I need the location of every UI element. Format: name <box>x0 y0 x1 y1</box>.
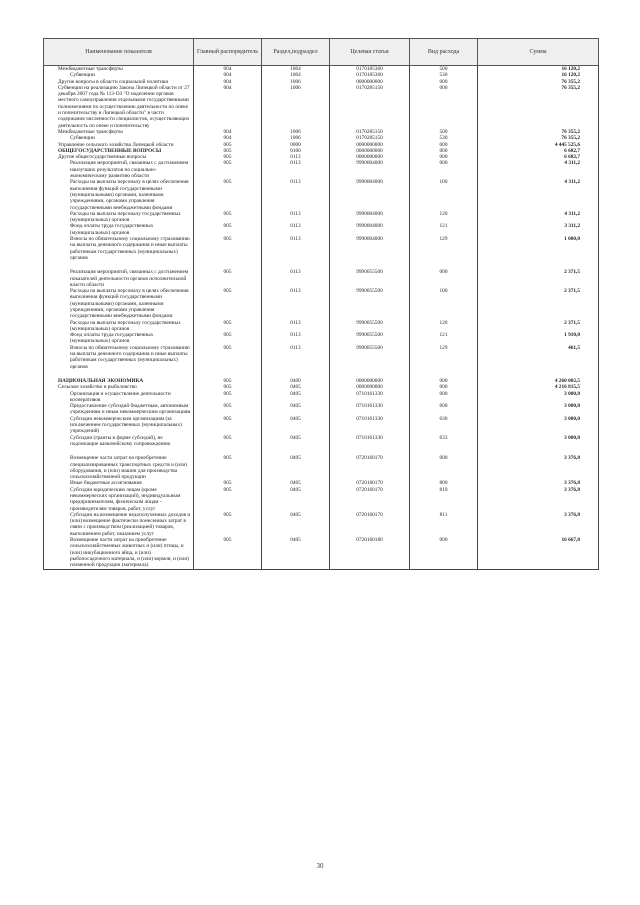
row-article: 0710161330 <box>330 391 410 404</box>
spacer-cell <box>194 370 262 378</box>
row-article: 0720160170 <box>330 512 410 537</box>
row-section: 0000 <box>262 142 330 148</box>
spacer-cell <box>262 261 330 269</box>
row-admin: 005 <box>194 512 262 537</box>
row-article: 0000000000 <box>330 154 410 160</box>
row-article: 0170285150 <box>330 135 410 141</box>
row-section: 0113 <box>262 154 330 160</box>
row-section: 0113 <box>262 269 330 288</box>
row-article: 9990004000 <box>330 211 410 224</box>
table-header <box>44 39 599 66</box>
row-section: 0113 <box>262 332 330 345</box>
row-expense-type: 120 <box>410 211 478 224</box>
row-expense-type: 800 <box>410 480 478 486</box>
row-amount: 4 311,2 <box>478 211 599 224</box>
spacer-cell <box>330 370 410 378</box>
row-name: Предоставление субсидий бюджетным, автономным учреждениям и иным некоммерческим организациям <box>44 403 194 416</box>
row-expense-type: 000 <box>410 391 478 404</box>
row-name: Субвенции <box>44 72 194 78</box>
row-name: Сельское хозяйство и рыболовство <box>44 384 194 390</box>
row-article: 9990004000 <box>330 160 410 179</box>
table-row <box>44 320 599 333</box>
row-expense-type: 129 <box>410 236 478 261</box>
row-section: 0405 <box>262 455 330 480</box>
row-amount: 76 355,2 <box>478 135 599 141</box>
row-amount: 3 311,2 <box>478 223 599 236</box>
row-name: Иные бюджетные ассигнования <box>44 480 194 486</box>
row-article: 0000000000 <box>330 79 410 85</box>
row-admin: 005 <box>194 455 262 480</box>
spacer-cell <box>330 447 410 455</box>
row-amount: 6 682,7 <box>478 148 599 154</box>
table-row <box>44 223 599 236</box>
row-expense-type: 500 <box>410 129 478 135</box>
row-amount: 4 445 525,6 <box>478 142 599 148</box>
row-article: 0710161330 <box>330 435 410 448</box>
spacer-cell <box>478 370 599 378</box>
row-amount: 2 371,5 <box>478 288 599 319</box>
table-row <box>44 487 599 512</box>
table-row <box>44 236 599 261</box>
row-amount: 3 000,0 <box>478 391 599 404</box>
row-section: 0405 <box>262 537 330 569</box>
table-row <box>44 288 599 319</box>
row-amount: 4 311,2 <box>478 179 599 210</box>
row-section: 0405 <box>262 391 330 404</box>
row-amount: 76 355,2 <box>478 129 599 135</box>
row-name: Управление сельского хозяйства Липецкой области <box>44 142 194 148</box>
table-row <box>44 537 599 569</box>
row-article: 0000000000 <box>330 142 410 148</box>
row-section: 1006 <box>262 85 330 129</box>
row-section: 0405 <box>262 480 330 486</box>
table-row <box>44 66 599 73</box>
row-admin: 004 <box>194 66 262 73</box>
row-admin: 005 <box>194 211 262 224</box>
row-article: 0170285150 <box>330 85 410 129</box>
row-name: Субсидии некоммерческим организациям (за исключением государственных (муниципальных) учреждений) <box>44 416 194 435</box>
header-amount: Сумма <box>478 39 599 66</box>
row-expense-type: 000 <box>410 537 478 569</box>
row-section: 0405 <box>262 487 330 512</box>
row-expense-type: 633 <box>410 435 478 448</box>
row-admin: 005 <box>194 223 262 236</box>
row-name: Субсидии на возмещение недополученных доходов и (или) возмещение фактически понесенных затрат в связи с производством (реализацией) товаров, выполнением работ, оказанием услуг <box>44 512 194 537</box>
spacer-cell <box>262 370 330 378</box>
row-section: 1006 <box>262 135 330 141</box>
row-expense-type: 500 <box>410 66 478 73</box>
row-expense-type: 100 <box>410 288 478 319</box>
row-article: 0170185360 <box>330 72 410 78</box>
spacer-cell <box>44 370 194 378</box>
header-section: Раздел,подраздел <box>262 39 330 66</box>
row-expense-type: 000 <box>410 154 478 160</box>
row-section: 0113 <box>262 236 330 261</box>
row-amount: 16 120,2 <box>478 66 599 73</box>
row-name: Субсидии юридическим лицам (кроме некоммерческих организаций), индивидуальным предпринимателям, физическим лицам - производителям товаров, работ, услуг <box>44 487 194 512</box>
row-amount: 3 376,8 <box>478 512 599 537</box>
budget-table-page <box>43 38 598 570</box>
row-admin: 005 <box>194 345 262 370</box>
row-amount: 2 371,5 <box>478 320 599 333</box>
table-row <box>44 211 599 224</box>
row-admin: 005 <box>194 416 262 435</box>
page-number: 30 <box>316 862 324 870</box>
row-expense-type: 000 <box>410 79 478 85</box>
row-admin: 005 <box>194 320 262 333</box>
row-article: 0170285150 <box>330 129 410 135</box>
row-expense-type: 120 <box>410 320 478 333</box>
row-article: 0720160180 <box>330 537 410 569</box>
row-admin: 005 <box>194 160 262 179</box>
row-expense-type: 000 <box>410 455 478 480</box>
header-article: Целевая статья <box>330 39 410 66</box>
row-expense-type: 000 <box>410 384 478 390</box>
row-article: 9990004000 <box>330 179 410 210</box>
row-admin: 005 <box>194 269 262 288</box>
row-article: 0170185360 <box>330 66 410 73</box>
row-name: ОБЩЕГОСУДАРСТВЕННЫЕ ВОПРОСЫ <box>44 148 194 154</box>
row-amount: 461,5 <box>478 345 599 370</box>
row-admin: 005 <box>194 154 262 160</box>
row-admin: 005 <box>194 487 262 512</box>
row-amount: 76 355,2 <box>478 85 599 129</box>
row-expense-type: 000 <box>410 269 478 288</box>
row-section: 1006 <box>262 129 330 135</box>
spacer-cell <box>44 261 194 269</box>
row-name: Организация и осуществление деятельности кооперативов <box>44 391 194 404</box>
row-amount: 4 311,2 <box>478 160 599 179</box>
spacer-cell <box>410 447 478 455</box>
row-amount: 2 371,5 <box>478 269 599 288</box>
row-section: 0113 <box>262 223 330 236</box>
row-name: Возмещение части затрат на приобретение сельскохозяйственных животных и (или) птицы, и (или) инкубационного яйца, и (или) рыбопосадочного материала, и (или) кормов, и (или) племенной продукции (материала) <box>44 537 194 569</box>
row-name: Межбюджетные трансферты <box>44 129 194 135</box>
row-admin: 004 <box>194 129 262 135</box>
row-article: 9990055500 <box>330 332 410 345</box>
row-section: 0405 <box>262 384 330 390</box>
row-name: НАЦИОНАЛЬНАЯ ЭКОНОМИКА <box>44 378 194 384</box>
row-article: 0710161330 <box>330 403 410 416</box>
table-row <box>44 512 599 537</box>
row-admin: 005 <box>194 142 262 148</box>
spacer-row <box>44 261 599 269</box>
row-name: Другие вопросы в области социальной политики <box>44 79 194 85</box>
row-section: 0405 <box>262 512 330 537</box>
row-name: Взносы по обязательному социальному страхованию на выплаты денежного содержания и иные выплаты работникам государственных (муниципальных) органов <box>44 236 194 261</box>
row-name: Расходы на выплаты персоналу государственных (муниципальных) органов <box>44 320 194 333</box>
row-expense-type: 530 <box>410 135 478 141</box>
row-amount: 3 000,0 <box>478 416 599 435</box>
row-section: 0113 <box>262 160 330 179</box>
table-row <box>44 332 599 345</box>
header-admin: Главный распорядитель <box>194 39 262 66</box>
row-expense-type: 000 <box>410 142 478 148</box>
budget-table <box>43 38 599 570</box>
row-amount: 6 682,7 <box>478 154 599 160</box>
row-admin: 005 <box>194 435 262 448</box>
row-admin: 005 <box>194 378 262 384</box>
row-admin: 005 <box>194 384 262 390</box>
row-section: 1006 <box>262 79 330 85</box>
row-admin: 005 <box>194 288 262 319</box>
row-article: 0000000000 <box>330 384 410 390</box>
row-section: 0405 <box>262 416 330 435</box>
row-article: 9990055500 <box>330 345 410 370</box>
row-expense-type: 000 <box>410 148 478 154</box>
table-row <box>44 269 599 288</box>
row-article: 9990004000 <box>330 236 410 261</box>
row-admin: 005 <box>194 537 262 569</box>
row-name: Возмещение части затрат на приобретение специализированных транспортных средств и (или) оборудования, и (или) машин для производства сельскохозяйственной продукции <box>44 455 194 480</box>
row-amount: 16 667,8 <box>478 537 599 569</box>
row-article: 9990004000 <box>330 223 410 236</box>
row-admin: 004 <box>194 79 262 85</box>
row-amount: 16 120,2 <box>478 72 599 78</box>
row-amount: 3 376,8 <box>478 455 599 480</box>
spacer-cell <box>330 261 410 269</box>
row-admin: 005 <box>194 148 262 154</box>
row-section: 0113 <box>262 179 330 210</box>
row-article: 9990055500 <box>330 320 410 333</box>
row-admin: 005 <box>194 480 262 486</box>
row-expense-type: 000 <box>410 160 478 179</box>
row-amount: 4 216 815,5 <box>478 384 599 390</box>
header-name: Наименование показателя <box>44 39 194 66</box>
row-expense-type: 129 <box>410 345 478 370</box>
row-name: Реализация мероприятий, связанных с достижением показателей деятельности органов исполнительной власти области <box>44 269 194 288</box>
row-expense-type: 810 <box>410 487 478 512</box>
row-section: 0100 <box>262 148 330 154</box>
row-admin: 004 <box>194 85 262 129</box>
row-section: 0113 <box>262 211 330 224</box>
spacer-cell <box>478 447 599 455</box>
row-expense-type: 530 <box>410 72 478 78</box>
table-row <box>44 391 599 404</box>
table-row <box>44 160 599 179</box>
row-name: Фонд оплаты труда государственных (муниципальных) органов <box>44 332 194 345</box>
spacer-row <box>44 370 599 378</box>
row-amount: 3 376,8 <box>478 480 599 486</box>
row-expense-type: 600 <box>410 403 478 416</box>
row-expense-type: 100 <box>410 179 478 210</box>
row-admin: 004 <box>194 135 262 141</box>
row-article: 0710161330 <box>330 416 410 435</box>
table-row <box>44 85 599 129</box>
row-name: Фонд оплаты труда государственных (муниципальных) органов <box>44 223 194 236</box>
row-name: Расходы на выплаты персоналу в целях обеспечения выполнения функций государственными (муниципальными) органами, казенными учреждениями, органами управления государственными внебюджетными фондами <box>44 179 194 210</box>
row-admin: 005 <box>194 391 262 404</box>
row-section: 1004 <box>262 66 330 73</box>
row-expense-type: 000 <box>410 378 478 384</box>
row-article: 0720160170 <box>330 455 410 480</box>
spacer-cell <box>410 370 478 378</box>
row-article: 0000000000 <box>330 148 410 154</box>
row-name: Другие общегосударственные вопросы <box>44 154 194 160</box>
table-row <box>44 345 599 370</box>
row-name: Реализация мероприятий, связанных с достижением наилучших результатов по социально-экономическому развитию области <box>44 160 194 179</box>
row-article: 9990055500 <box>330 269 410 288</box>
row-name: Взносы по обязательному социальному страхованию на выплаты денежного содержания и иные выплаты работникам государственных (муниципальных) органов <box>44 345 194 370</box>
row-section: 0113 <box>262 288 330 319</box>
spacer-cell <box>262 447 330 455</box>
row-name: Расходы на выплаты персоналу государственных (муниципальных) органов <box>44 211 194 224</box>
row-expense-type: 121 <box>410 223 478 236</box>
row-admin: 005 <box>194 332 262 345</box>
row-name: Субсидии (гранты в форме субсидий), не подлежащие казначейскому сопровождению <box>44 435 194 448</box>
header-expense-type: Вид расхода <box>410 39 478 66</box>
row-amount: 1 910,0 <box>478 332 599 345</box>
row-amount: 3 376,8 <box>478 487 599 512</box>
table-row <box>44 403 599 416</box>
table-row <box>44 455 599 480</box>
row-article: 0000000000 <box>330 378 410 384</box>
row-expense-type: 630 <box>410 416 478 435</box>
row-amount: 1 000,0 <box>478 236 599 261</box>
row-section: 0113 <box>262 320 330 333</box>
spacer-cell <box>194 261 262 269</box>
table-body <box>44 66 599 570</box>
row-section: 0405 <box>262 435 330 448</box>
row-expense-type: 121 <box>410 332 478 345</box>
row-expense-type: 811 <box>410 512 478 537</box>
row-name: Межбюджетные трансферты <box>44 66 194 73</box>
row-amount: 3 000,0 <box>478 435 599 448</box>
row-amount: 3 000,0 <box>478 403 599 416</box>
row-article: 0720160170 <box>330 487 410 512</box>
row-section: 0405 <box>262 403 330 416</box>
table-row <box>44 179 599 210</box>
row-section: 0113 <box>262 345 330 370</box>
row-admin: 005 <box>194 236 262 261</box>
row-expense-type: 000 <box>410 85 478 129</box>
row-admin: 004 <box>194 72 262 78</box>
spacer-cell <box>410 261 478 269</box>
row-name: Субвенции <box>44 135 194 141</box>
row-article: 0720160170 <box>330 480 410 486</box>
row-admin: 005 <box>194 403 262 416</box>
row-section: 1004 <box>262 72 330 78</box>
spacer-cell <box>478 261 599 269</box>
row-article: 9990055500 <box>330 288 410 319</box>
table-row <box>44 435 599 448</box>
row-admin: 005 <box>194 179 262 210</box>
row-amount: 4 260 002,5 <box>478 378 599 384</box>
spacer-cell <box>194 447 262 455</box>
row-section: 0400 <box>262 378 330 384</box>
row-name: Расходы на выплаты персоналу в целях обеспечения выполнения функций государственными (муниципальными) органами, казенными учреждениями, органами управления государственными внебюджетными фондами <box>44 288 194 319</box>
row-amount: 76 355,2 <box>478 79 599 85</box>
table-row <box>44 416 599 435</box>
row-name: Субвенции на реализацию Закона Липецкой области от 27 декабря 2007 года № 113-ОЗ "О наделении органов местного самоуправления отдельными государственными полномочиями по осуществлению деятельности по опеке и попечительству в Липецкой области" в части содержания численности специалистов, осуществляющих деятельность по опеке и попечительству <box>44 85 194 129</box>
